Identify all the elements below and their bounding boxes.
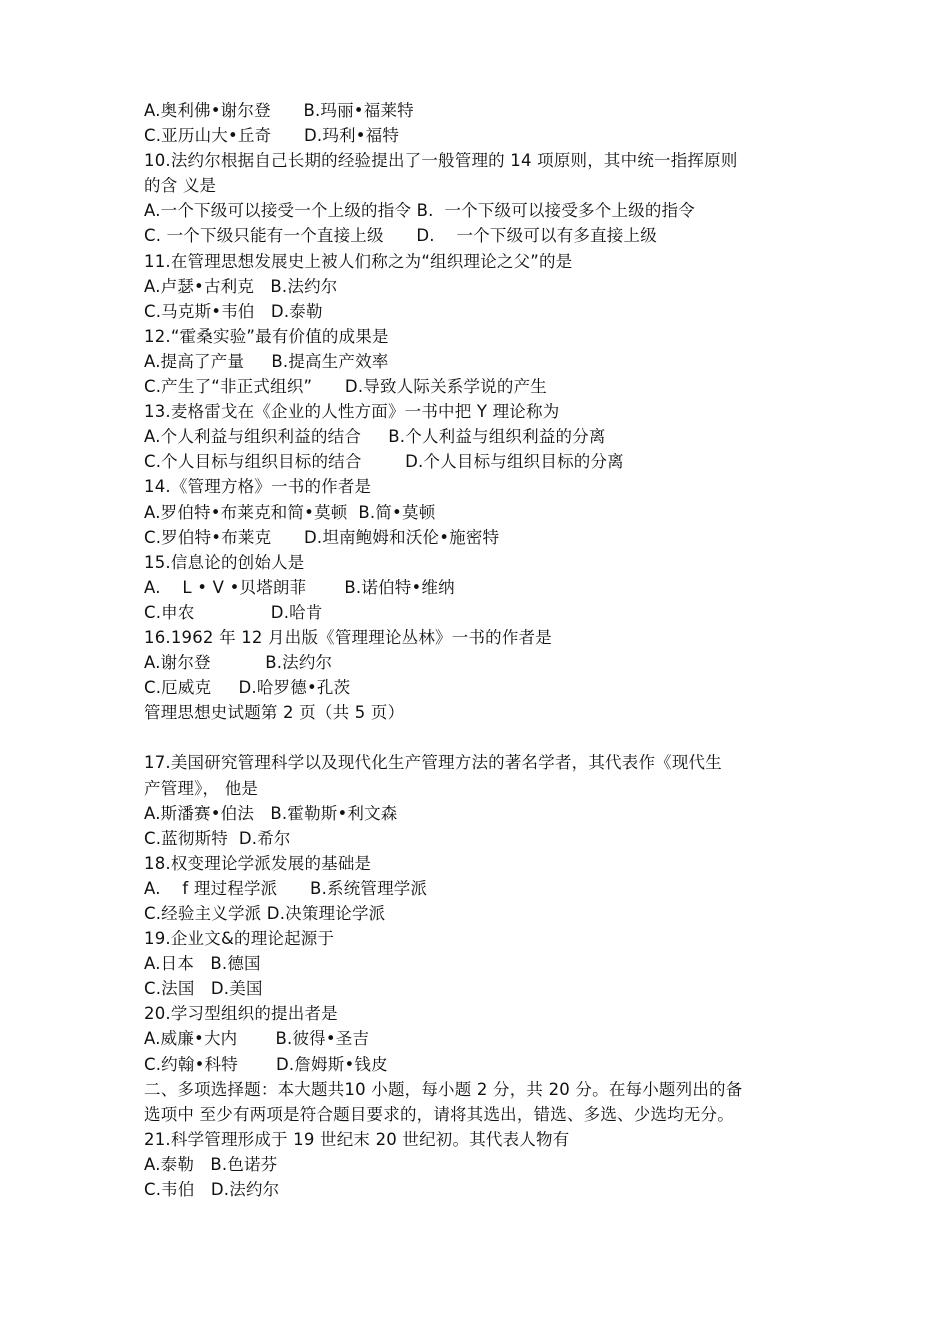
- text-line: C.申农 D.哈肯: [144, 602, 323, 622]
- text-line: 的含 义是: [144, 176, 217, 196]
- text-line: 18.权变理论学派发展的基础是: [144, 853, 372, 873]
- text-line: 14.《管理方格》一书的作者是: [144, 477, 372, 497]
- text-line: C.马克斯•韦伯 D.泰勒: [144, 301, 323, 321]
- text-line: 17.美国研究管理科学以及现代化生产管理方法的著名学者，其代表作《现代生: [144, 753, 722, 773]
- text-line: 产管理》， 他是: [144, 778, 259, 798]
- text-line: C.个人目标与组织目标的结合 D.个人目标与组织目标的分离: [144, 452, 624, 472]
- text-line: A.罗伯特•布莱克和简•莫顿 B.简•莫顿: [144, 502, 436, 522]
- text-line: A.一个下级可以接受一个上级的指令 B. 一个下级可以接受多个上级的指令: [144, 201, 695, 221]
- text-line: A.泰勒 B.色诺芬: [144, 1154, 278, 1174]
- text-line: C.罗伯特•布莱克 D.坦南鲍姆和沃伦•施密特: [144, 527, 500, 547]
- text-line: 11.在管理思想发展史上被人们称之为“组织理论之父”的是: [144, 251, 573, 271]
- blank-line: [144, 725, 824, 750]
- text-line: 15.信息论的创始人是: [144, 552, 305, 572]
- text-line: 19.企业文&的理论起源于: [144, 929, 335, 949]
- text-line: C.约翰•科特 D.詹姆斯•钱皮: [144, 1054, 388, 1074]
- text-line: C. 一个下级只能有一个直接上级 D. 一个下级可以有多直接上级: [144, 226, 657, 246]
- text-line: C.蓝彻斯特 D.希尔: [144, 828, 291, 848]
- text-line: 13.麦格雷戈在《企业的人性方面》一书中把 Y 理论称为: [144, 402, 560, 422]
- text-line: A.日本 B.德国: [144, 954, 261, 974]
- text-line: A.个人利益与组织利益的结合 B.个人利益与组织利益的分离: [144, 427, 606, 447]
- text-line: A.奥利佛•谢尔登 B.玛丽•福莱特: [144, 101, 414, 120]
- text-line: 二、多项选择题：本大题共10 小题，每小题 2 分，共 20 分。在每小题列出的备: [144, 1079, 743, 1099]
- question-block-1: [144, 98, 824, 725]
- text-line: A.谢尔登 B.法约尔: [144, 653, 333, 673]
- text-line: A. f 理过程学派 B.系统管理学派: [144, 878, 428, 898]
- text-line: A.威廉•大内 B.彼得•圣吉: [144, 1029, 370, 1049]
- text-line: 管理思想史试题第 2 页（共 5 页）: [144, 703, 405, 723]
- text-line: 20.学习型组织的提出者是: [144, 1004, 338, 1024]
- text-line: C.产生了“非正式组织” D.导致人际关系学说的产生: [144, 377, 547, 397]
- text-line: A. L • V •贝塔朗菲 B.诺伯特•维纳: [144, 577, 455, 597]
- text-line: 12.“霍桑实验”最有价值的成果是: [144, 326, 389, 346]
- text-line: 选项中 至少有两项是符合题目要求的，请将其选出，错选、多选、少选均无分。: [144, 1104, 734, 1124]
- text-line: A.斯潘赛•伯法 B.霍勒斯•利文森: [144, 803, 398, 823]
- text-line: 10.法约尔根据自己长期的经验提出了一般管理的 14 项原则，其中统一指挥原则: [144, 151, 738, 171]
- text-line: C.经验主义学派 D.决策理论学派: [144, 904, 386, 923]
- question-block-2: [144, 750, 824, 1202]
- text-line: A.卢瑟•古利克 B.法约尔: [144, 276, 338, 296]
- text-line: C.亚历山大•丘奇 D.玛利•福特: [144, 126, 400, 146]
- page-content: [144, 98, 824, 1202]
- text-line: A.提高了产量 B.提高生产效率: [144, 351, 389, 371]
- text-line: C.法国 D.美国: [144, 979, 263, 999]
- text-line: 16.1962 年 12 月出版《管理理论丛林》一书的作者是: [144, 627, 552, 647]
- text-line: C.韦伯 D.法约尔: [144, 1180, 280, 1200]
- text-line: C.厄威克 D.哈罗德•孔茨: [144, 678, 351, 698]
- text-line: 21.科学管理形成于 19 世纪末 20 世纪初。其代表人物有: [144, 1129, 570, 1149]
